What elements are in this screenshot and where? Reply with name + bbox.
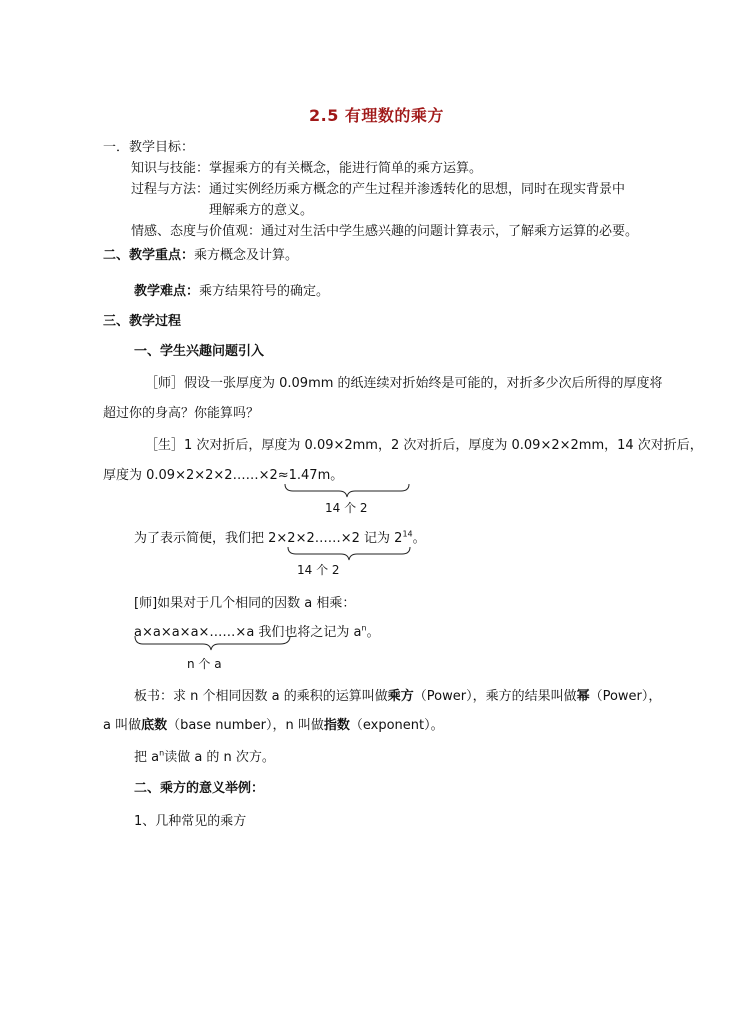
product-prefix: a×a×a×a×……×a 我们也将之记为 a [134,625,362,640]
read-exponent: n [159,748,165,758]
board-line1-e: （Power）， [589,689,662,704]
simplify-exponent: 14 [402,529,413,539]
objective-process-line1: 过程与方法：通过实例经历乘方概念的产生过程并渗透转化的思想，同时在现实背景中 [131,182,626,197]
product-line [134,624,380,642]
simplify-line [134,530,426,548]
brace2-label: 14 个 2 [297,563,340,577]
list-item-common-powers: 1、几种常见的乘方 [134,814,247,829]
term-base: 底数 [141,718,168,733]
section1-heading: 一、学生兴趣问题引入 [134,344,265,359]
simplify-suffix: 。 [412,531,426,546]
page-title: 2.5 有理数的乘方 [309,106,444,125]
objective-knowledge: 知识与技能：掌握乘方的有关概念，能进行简单的乘方运算。 [131,161,483,176]
read-prefix: 把 a [134,750,160,765]
teacher-question-line2: 超过你的身高？你能算吗？ [103,406,260,421]
board-line2-a: a 叫做 [103,718,142,733]
board-line1-c: （Power），乘方的结果叫做 [413,689,577,704]
board-line1-a: 板书：求 n 个相同因数 a 的乘积的运算叫做 [134,689,388,704]
difficulty-label: 教学难点： [134,284,200,299]
read-as-line [134,749,275,767]
term-power-result: 幂 [576,689,590,704]
product-suffix: 。 [366,625,380,640]
section2-heading: 二、乘方的意义举例： [134,781,265,796]
board-line2-c: （base number），n 叫做 [167,718,324,733]
term-exponent: 指数 [323,718,350,733]
brace-14-twos-student [285,484,409,497]
board-line2-e: （exponent）。 [349,718,444,733]
teacher-same-factors: [师]如果对于几个相同的因数 a 相乘： [134,596,356,611]
brace1-label: 14 个 2 [325,501,368,515]
objective-emotion: 情感、态度与价值观：通过对生活中学生感兴趣的问题计算表示，了解乘方运算的必要。 [131,224,639,239]
brace-14-twos-simplify [288,547,410,560]
key-points-label: 二、教学重点： [103,248,195,263]
process-heading: 三、教学过程 [103,314,182,329]
product-exponent: n [361,623,367,633]
board-line1 [134,688,661,706]
key-points-text: 乘方概念及计算。 [194,248,299,263]
read-suffix: 读做 a 的 n 次方。 [164,750,275,765]
brace3-label: n 个 a [187,657,222,671]
student-answer-line2: 厚度为 0.09×2×2×2……×2≈1.47m。 [103,468,344,483]
board-line2 [103,717,444,735]
objectives-heading: 一．教学目标： [103,140,195,155]
teacher-question-line1: ［师］假设一张厚度为 0.09mm 的纸连续对折始终是可能的，对折多少次后所得的厚度将 [145,376,663,391]
objective-process-line2: 理解乘方的意义。 [209,203,314,218]
term-power: 乘方 [387,689,414,704]
difficulty-text: 乘方结果符号的确定。 [199,284,330,299]
simplify-prefix: 为了表示简便，我们把 2×2×2……×2 记为 2 [134,531,403,546]
student-answer-line1: ［生］1 次对折后，厚度为 0.09×2mm，2 次对折后，厚度为 0.09×2×2mm，14 次对折后， [145,438,703,453]
